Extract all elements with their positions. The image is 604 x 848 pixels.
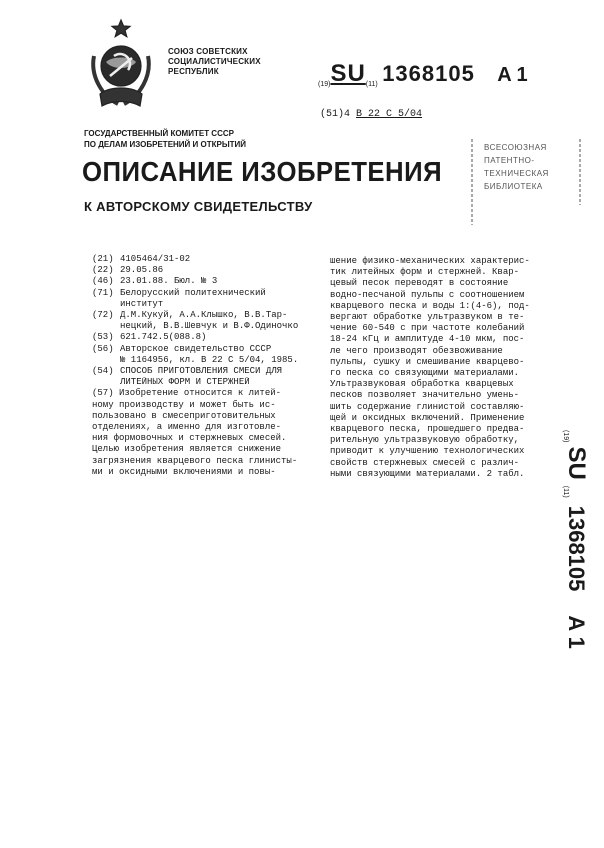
abstract-line: цевый песок переводят в состояние: [330, 278, 509, 289]
inid-11: (11): [365, 81, 378, 88]
abstract-line: ми и оксидными включениями и повы-: [92, 466, 276, 477]
inid-code: (53): [92, 332, 114, 343]
document-number: [318, 60, 528, 90]
stamp-line: БИБЛИОТЕКА: [484, 182, 543, 191]
inid-code: (22): [92, 265, 114, 276]
inid-code: (21): [92, 254, 114, 264]
committee-line: ГОСУДАРСТВЕННЫЙ КОМИТЕТ СССР: [84, 129, 234, 138]
library-stamp: [470, 135, 585, 230]
side-inid-11: (11): [562, 485, 569, 498]
document-kind: A 1: [497, 64, 528, 86]
abstract-line: ле чего производят обезвоживание: [330, 345, 503, 356]
union-line: СОЦИАЛИСТИЧЕСКИХ: [168, 57, 261, 66]
biblio-text: 29.05.86: [120, 265, 164, 276]
biblio-row: [92, 332, 330, 343]
document-title: ОПИСАНИЕ ИЗОБРЕТЕНИЯ: [82, 156, 443, 187]
biblio-row: [92, 288, 330, 299]
abstract-line: шение физико-механических характерис-: [330, 256, 530, 266]
inid-code: (46): [92, 276, 114, 287]
biblio-row: [92, 377, 330, 388]
biblio-row: [92, 299, 330, 310]
left-column: [92, 254, 330, 478]
union-line: СОЮЗ СОВЕТСКИХ: [168, 47, 248, 56]
biblio-text: СПОСОБ ПРИГОТОВЛЕНИЯ СМЕСИ ДЛЯ: [120, 366, 283, 377]
side-patent-number: [548, 430, 604, 720]
abstract-line: ния формовочных и стержневых смесей.: [92, 433, 287, 444]
patent-number: 1368105: [382, 61, 475, 86]
abstract-line: щей и оксидных включений. Применение: [330, 412, 525, 423]
side-number-rotated: [540, 430, 590, 720]
biblio-text: 621.742.5(088.8): [120, 332, 207, 343]
biblio-text: Авторское свидетельство СССР: [120, 343, 272, 354]
abstract-line: 18-24 кГц и амплитуде 4-10 мкм, пос-: [330, 334, 525, 345]
abstract-line: пульпы, сушку и смешивание кварцево-: [330, 356, 525, 367]
abstract-line: тик литейных форм и стержней. Квар-: [330, 267, 520, 278]
biblio-text: 23.01.88. Бюл. № 3: [120, 276, 218, 287]
stamp-text: [484, 141, 549, 193]
biblio-row: [92, 310, 330, 321]
right-column: [330, 256, 552, 480]
ussr-emblem: [80, 16, 162, 112]
biblio-row: [92, 276, 330, 287]
biblio-text: Белорусский политехнический: [120, 287, 266, 298]
abstract-line: ному производству и может быть ис-: [92, 399, 276, 410]
abstract-line: Ультразвуковая обработка кварцевых: [330, 379, 514, 390]
side-country-code: SU: [563, 446, 590, 480]
union-line: РЕСПУБЛИК: [168, 67, 219, 76]
inid-code: (56): [92, 343, 114, 354]
biblio-text: № 1164956, кл. B 22 C 5/04, 1985.: [120, 354, 299, 365]
biblio-text: Д.М.Кукуй, А.А.Клышко, В.В.Тар-: [120, 310, 288, 321]
ipc-classification: [320, 109, 422, 120]
abstract-line: отделениях, а именно для изготовле-: [92, 422, 282, 433]
abstract-line: (57) Изобретение относится к литей-: [92, 388, 282, 399]
abstract-line: пользовано в смесеприготовительных: [92, 410, 276, 421]
biblio-text: 4105464/31-02: [120, 254, 191, 264]
ipc-main: B 22 C 5/04: [356, 109, 423, 120]
union-name: [168, 47, 261, 77]
abstract-line: кварцевого песка, прошедшего предва-: [330, 424, 525, 435]
abstract-line: загрязнения кварцевого песка глинисты-: [92, 455, 298, 466]
biblio-row: [92, 254, 330, 265]
inid-51: (51)4: [320, 109, 351, 120]
abstract-line: ными связующими материалами. 2 табл.: [330, 468, 525, 479]
biblio-row: [92, 344, 330, 355]
abstract-line: приводит к улучшению технологических: [330, 446, 525, 457]
inid-19: (19): [318, 81, 331, 88]
inid-code: (71): [92, 287, 114, 298]
abstract-line: го песка со связующими материалами.: [330, 368, 520, 379]
country-code: SU: [330, 60, 366, 87]
inid-code: (54): [92, 366, 114, 377]
biblio-row: [92, 265, 330, 276]
abstract-line: водно-песчаной пульпы с соотношением: [330, 289, 525, 300]
stamp-line: ПАТЕНТНО-: [484, 156, 535, 165]
abstract-line: Целью изобретения является снижение: [92, 444, 282, 455]
committee-line: ПО ДЕЛАМ ИЗОБРЕТЕНИЙ И ОТКРЫТИЙ: [84, 140, 247, 149]
stamp-line: ТЕХНИЧЕСКАЯ: [484, 169, 549, 178]
abstract-line: свойств стержневых смесей с различ-: [330, 457, 520, 468]
abstract-line: рительную ультразвуковую обработку,: [330, 435, 520, 446]
abstract-line: песков позволяет значительно умень-: [330, 390, 520, 401]
side-kind: A 1: [564, 615, 589, 649]
abstract-line: чение 60-540 с при частоте колебаний: [330, 323, 525, 334]
abstract-line: шить содержание глинистой составляю-: [330, 401, 525, 412]
stamp-line: ВСЕСОЮЗНАЯ: [484, 143, 547, 152]
biblio-text: институт: [120, 298, 164, 309]
side-patent-digits: 1368105: [564, 505, 589, 592]
committee: [84, 128, 246, 150]
inid-code: (72): [92, 310, 114, 321]
biblio-row: [92, 321, 330, 332]
abstract-line: вергают обработке ультразвуком в те-: [330, 312, 525, 323]
biblio-text: ЛИТЕЙНЫХ ФОРМ И СТЕРЖНЕЙ: [120, 377, 250, 388]
abstract-line: кварцевого песка и воды 1:(4-6), под-: [330, 300, 530, 311]
biblio-row: [92, 366, 330, 377]
side-inid-19: (19): [562, 430, 569, 443]
document-subtitle: К АВТОРСКОМУ СВИДЕТЕЛЬСТВУ: [84, 199, 313, 214]
biblio-text: нецкий, В.В.Шевчук и В.Ф.Одиночко: [120, 321, 299, 332]
biblio-row: [92, 355, 330, 366]
